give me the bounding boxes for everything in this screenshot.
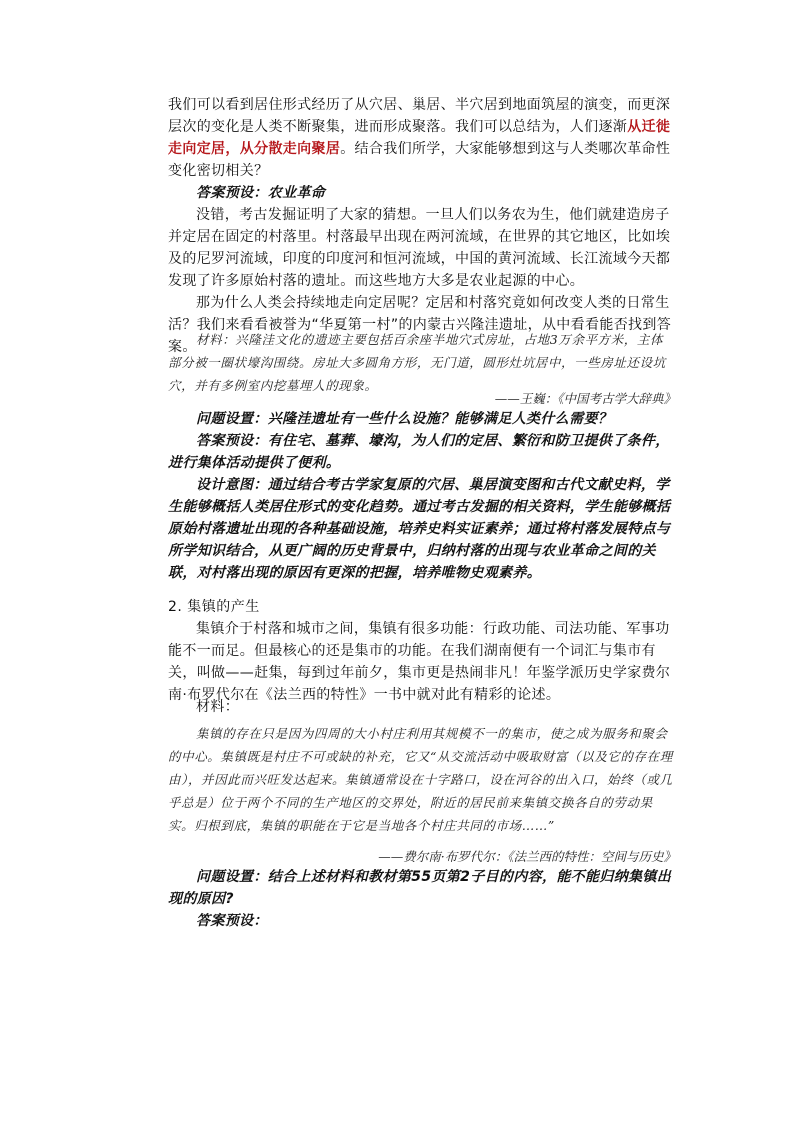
section-heading-market-towns: 2. 集镇的产生 [168, 599, 260, 615]
paragraph-market-towns: 集镇介于村落和城市之间，集镇有很多功能：行政功能、司法功能、军事功能不一而足。但最核心的还是集市的功能。在我们湖南便有一个词汇与集市有关，叫做——赶集，每到过年前夕，集市更是热闹非凡！年鉴学派历史学家费尔南·布罗代尔在《法兰西的特性》一书中就对此有精彩的论述。 [168, 621, 671, 703]
intro-text-b: 。结合我们所学，大家能够想到这与人类哪次革命性变化密切相关？ [168, 141, 671, 179]
intro-text-a: 我们可以看到居住形式经历了从穴居、巢居、半穴居到地面筑屋的演变，而更深层次的变化是人类不断聚集，进而形成聚落。我们可以总结为，人们逐渐 [168, 97, 671, 135]
question-xinglongwa-facilities: 问题设置：兴隆洼遗址有一些什么设施？能够满足人类什么需要？ [196, 411, 613, 427]
answer-market-town-origin: 答案预设： [196, 913, 268, 929]
citation-wang-wei: ——王巍：《中国考古学大辞典》 [494, 391, 676, 406]
material-xinglongwa: 材料：兴隆洼文化的遗迹主要包括百余座半地穴式房址，占地3万余平方米，主体部分被一圈状壕沟围绕。房址大多圆角方形，无门道，圆形灶坑居中，一些房址还设坑穴，并有多例室内挖墓埋人的现象。 [168, 332, 666, 393]
answer-xinglongwa-facilities: 答案预设：有住宅、墓葬、壕沟，为人们的定居、繁衍和防卫提供了条件，进行集体活动提供了便利。 [168, 433, 670, 471]
paragraph-xinglongwa-question: 那为什么人类会持续地走向定居呢？定居和村落究竟如何改变人类的日常生活？我们来看看被誉为“华夏第一村”的内蒙古兴隆洼遗址，从中看看能否找到答案。 [168, 295, 672, 355]
intro-highlight: 从迁徙走向定居，从分散走向聚居 [168, 119, 671, 157]
intro-paragraph [168, 94, 676, 182]
answer-agricultural-revolution: 答案预设：农业革命 [196, 185, 326, 201]
material-label: 材料： [196, 699, 240, 715]
question-market-town-origin: 问题设置：结合上述材料和教材第55页第2子目的内容，能不能归纳集镇出现的原因? [168, 869, 672, 907]
material-braudel: 集镇的存在只是因为四周的大小村庄利用其规模不一的集市，使之成为服务和聚会的中心。集镇既是村庄不可或缺的补充，它又“从交流活动中吸取财富（以及它的存在理由），并因此而兴旺发达起来。集镇通常设在十字路口，设在河谷的出入口，始终（或几乎总是）位于两个不同的生产地区的交界处，附近的居民前来集镇交换各自的劳动果实。归根到底，集镇的职能在于它是当地各个村庄共同的市场……” [168, 726, 673, 833]
paragraph-archaeology-confirm: 没错，考古发掘证明了大家的猜想。一旦人们以务农为生，他们就建造房子并定居在固定的村落里。村落最早出现在两河流域，在世界的其它地区，比如埃及的尼罗河流域，印度的印度河和恒河流域，中国的黄河流域、长江流域今天都发现了许多原始村落的遗址。而这些地方大多是农业起源的中心。 [168, 207, 671, 289]
citation-braudel: ——费尔南·布罗代尔：《法兰西的特性：空间与历史》 [378, 849, 676, 864]
design-intent: 设计意图：通过结合考古学家复原的穴居、巢居演变图和古代文献史料，学生能够概括人类居住形式的变化趋势。通过考古发掘的相关资料，学生能够概括原始村落遗址出现的各种基础设施，培养史料实证素养；通过将村落发展特点与所学知识结合，从更广阔的历史背景中，归纳村落的出现与农业革命之间的关联，对村落出现的原因有更深的把握，培养唯物史观素养。 [168, 477, 671, 581]
